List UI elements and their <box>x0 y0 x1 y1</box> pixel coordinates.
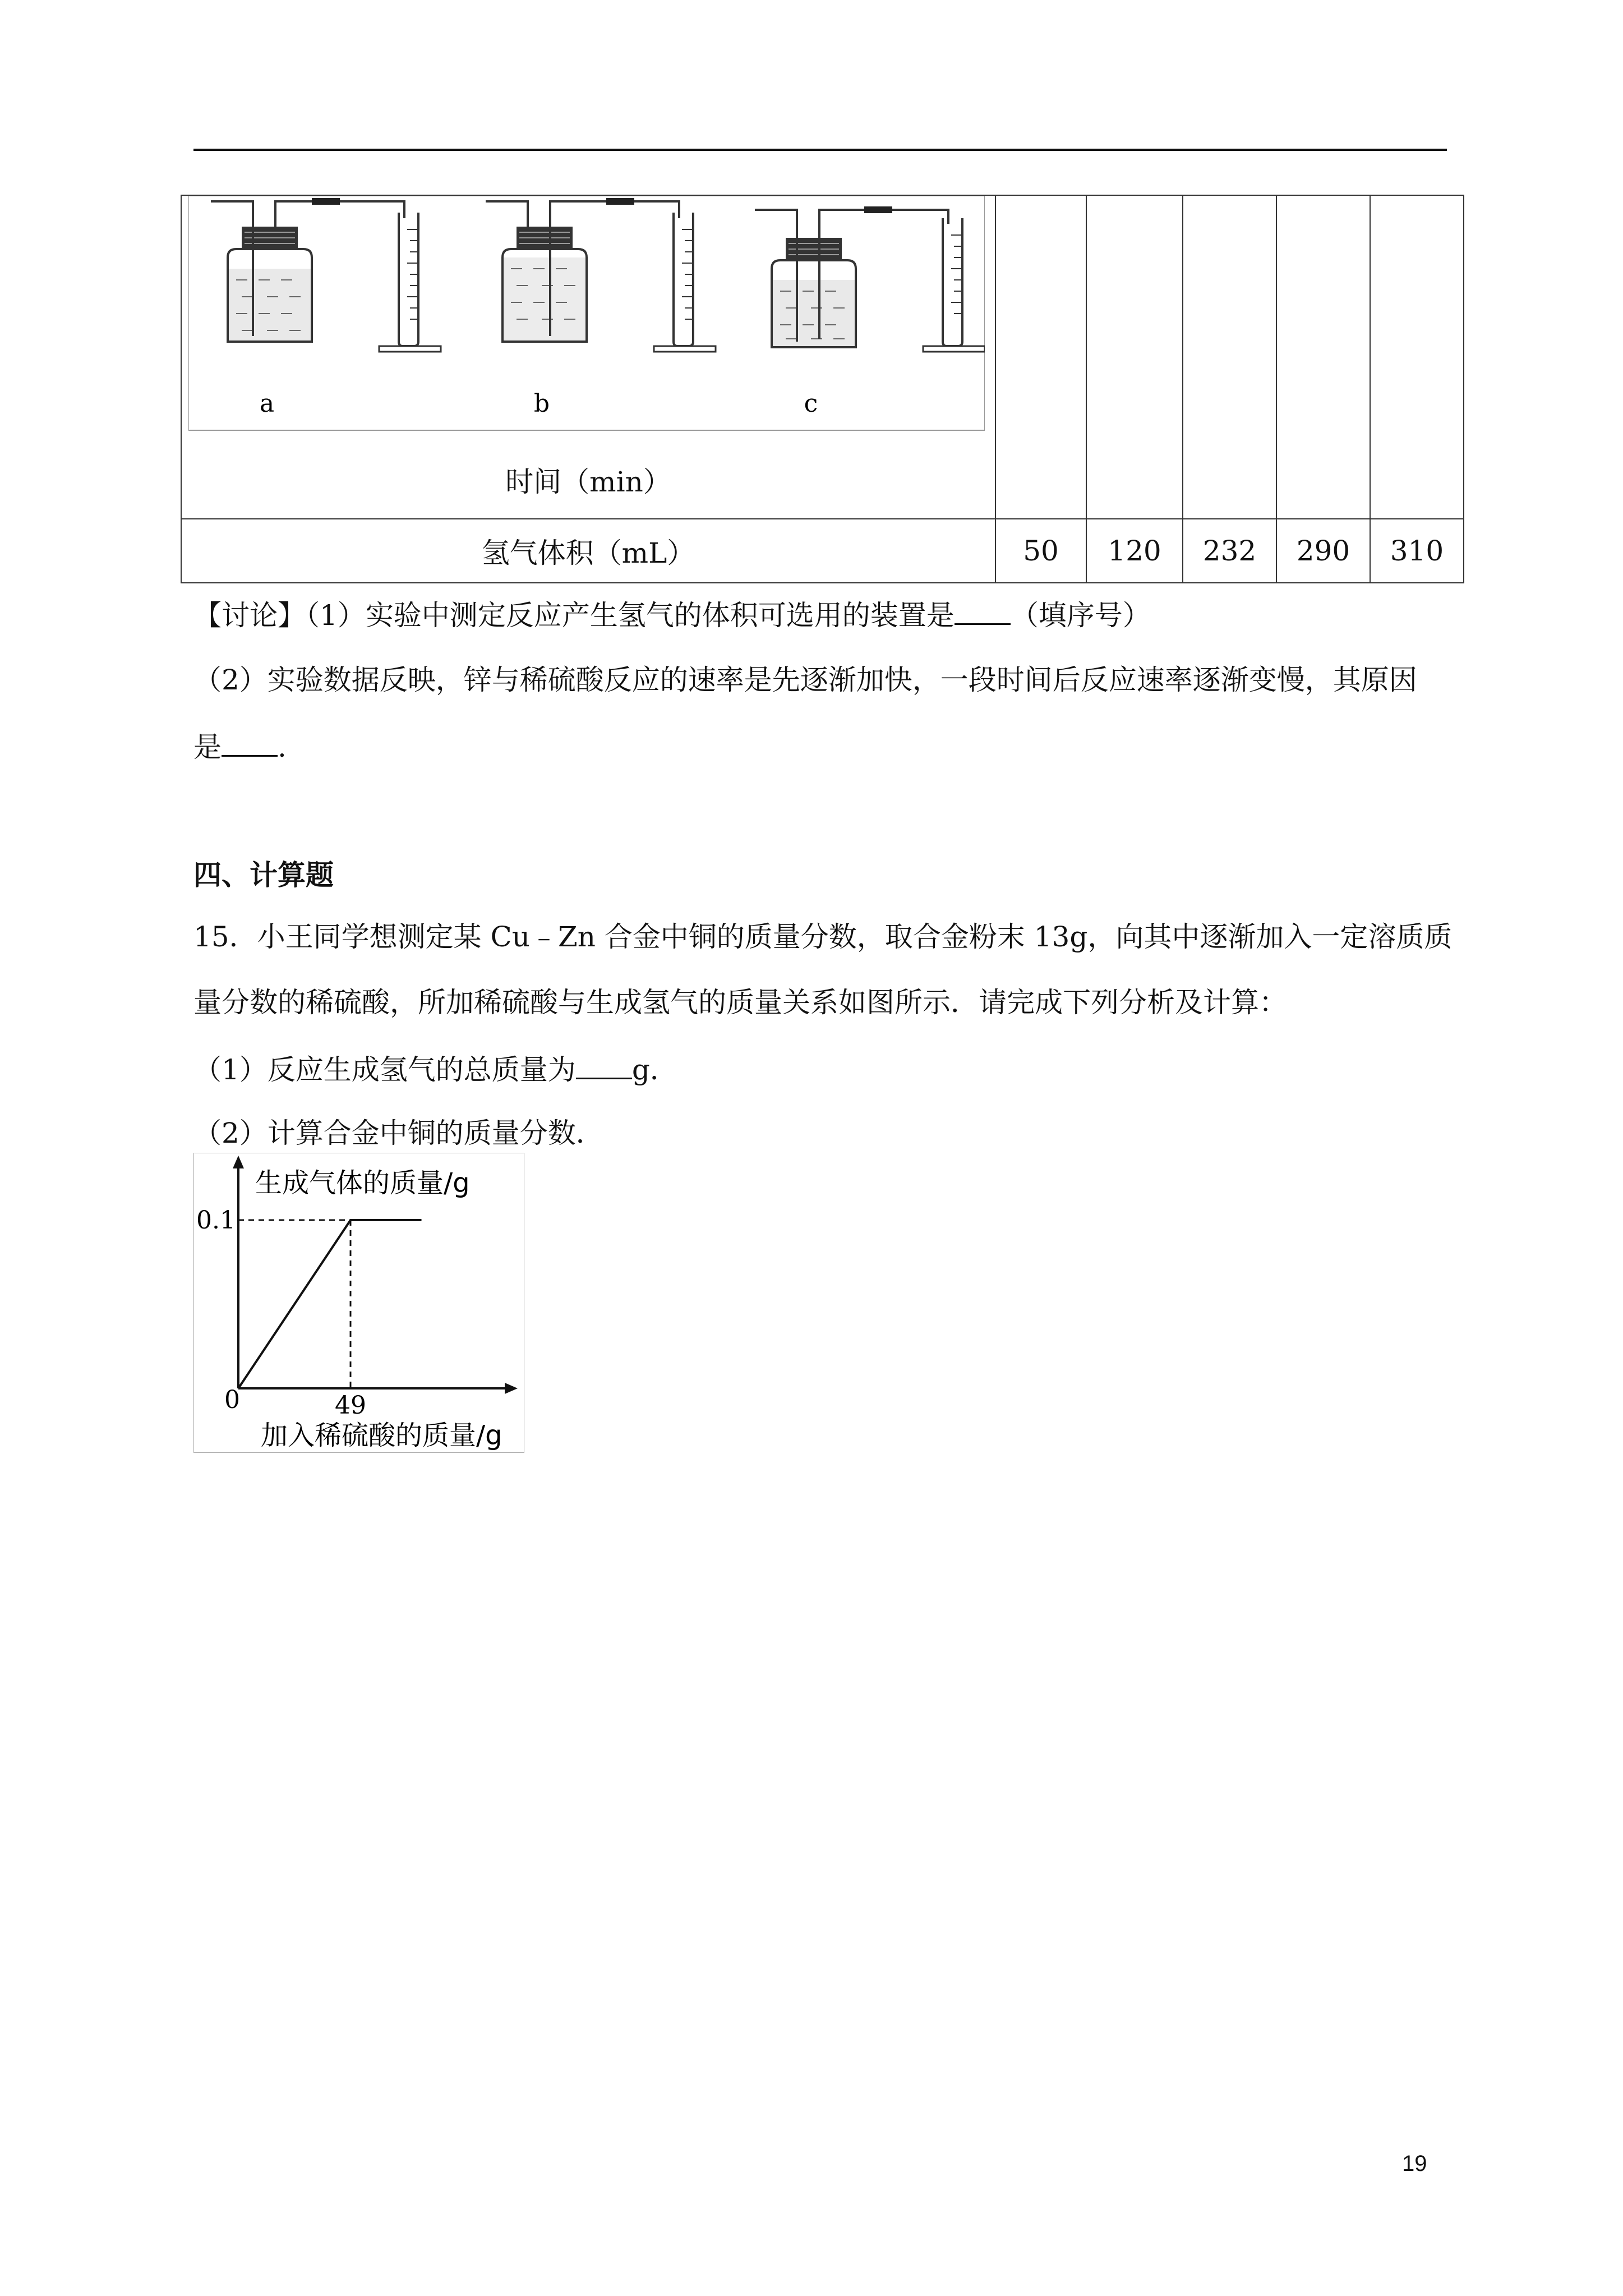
apparatus-label-b: b <box>533 389 550 418</box>
data-series-line <box>238 1220 422 1388</box>
section-title: 四、计算题 <box>193 859 334 891</box>
apparatus-label-a: a <box>259 389 275 418</box>
hydrogen-volume-label: 氢气体积（mL） <box>181 519 995 583</box>
answer-blank <box>576 1052 632 1079</box>
apparatus-cell <box>181 195 995 519</box>
discussion-q2-prefix: 是 <box>193 731 222 763</box>
table-empty-cell <box>1370 195 1464 519</box>
table-value: 310 <box>1370 519 1464 583</box>
discussion-q1 <box>193 597 1151 632</box>
discussion-q1-suffix: （填序号） <box>1010 599 1151 632</box>
table-value: 232 <box>1183 519 1276 583</box>
x-axis-arrow <box>505 1383 518 1394</box>
table-empty-cell <box>1086 195 1183 519</box>
apparatus-c <box>755 206 985 418</box>
discussion-q1-text: 【讨论】（1）实验中测定反应产生氢气的体积可选用的装置是 <box>193 599 955 632</box>
y-axis-label: 生成气体的质量/g <box>255 1167 470 1199</box>
experiment-table <box>181 195 1464 583</box>
x-axis-label: 加入稀硫酸的质量/g <box>261 1420 502 1451</box>
answer-blank <box>955 597 1011 625</box>
header-rule <box>193 149 1447 151</box>
table-value: 50 <box>995 519 1086 583</box>
table-value: 120 <box>1086 519 1183 583</box>
answer-blank <box>222 729 278 757</box>
apparatus-a <box>211 198 441 418</box>
discussion-q2-suffix: . <box>278 731 287 763</box>
problem15-q2: （2）计算合金中铜的质量分数． <box>193 1117 604 1149</box>
problem15-line1: 15．小王同学想测定某 Cu﹣Zn 合金中铜的质量分数，取合金粉末 13g，向其中逐渐加入一定溶质质 <box>193 921 1453 953</box>
gas-collection-apparatus-figure <box>188 196 985 431</box>
table-empty-cell <box>1183 195 1276 519</box>
table-value: 290 <box>1276 519 1370 583</box>
problem15-q1-text: （1）反应生成氢气的总质量为 <box>193 1053 576 1086</box>
y-axis-arrow <box>233 1156 244 1168</box>
time-label: 时间（min） <box>505 466 671 498</box>
y-tick-label: 0.1 <box>196 1206 236 1235</box>
problem15-line2: 量分数的稀硫酸，所加稀硫酸与生成氢气的质量关系如图所示．请完成下列分析及计算： <box>193 986 1287 1019</box>
problem15-q1-suffix: g． <box>631 1053 678 1086</box>
x-tick-label: 49 <box>335 1391 366 1420</box>
origin-label: 0 <box>224 1386 240 1414</box>
problem15-q1 <box>193 1052 678 1087</box>
hydrogen-mass-chart <box>193 1153 524 1453</box>
table-empty-cell <box>995 195 1086 519</box>
apparatus-label-c: c <box>804 389 818 418</box>
apparatus-b <box>486 198 716 418</box>
table-empty-cell <box>1276 195 1370 519</box>
discussion-q2-line2 <box>193 729 287 764</box>
page-number: 19 <box>1402 2151 1427 2176</box>
discussion-q2-line1: （2）实验数据反映，锌与稀硫酸反应的速率是先逐渐加快，一段时间后反应速率逐渐变慢，其原因 <box>193 664 1417 696</box>
